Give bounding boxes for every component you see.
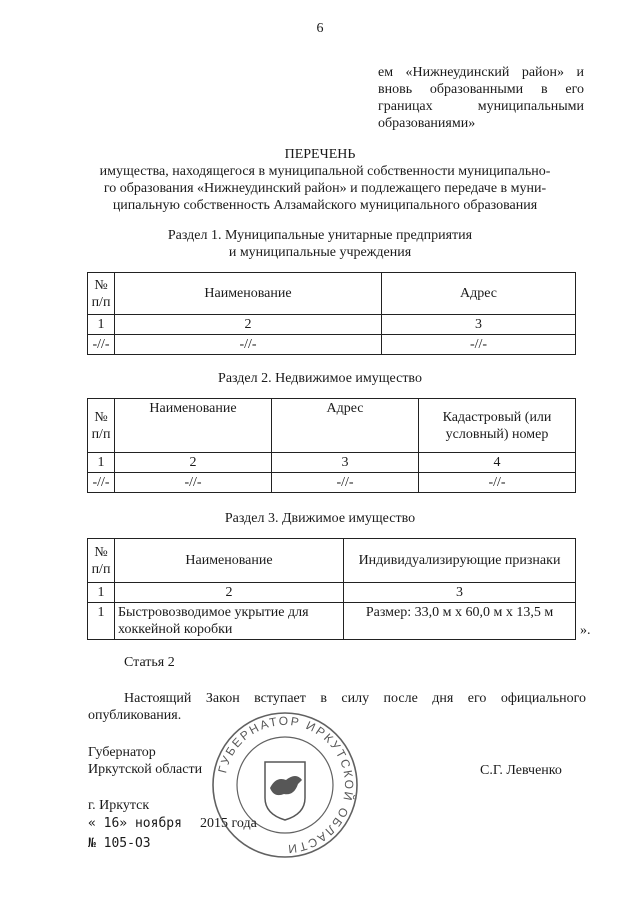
col-number-header: № п/п xyxy=(88,273,115,315)
column-number: 3 xyxy=(382,315,576,335)
section2-table xyxy=(87,398,576,493)
section2-title: Раздел 2. Недвижимое имущество xyxy=(218,371,422,386)
date: « 16» ноября xyxy=(88,816,182,831)
law-number: № 105-ОЗ xyxy=(88,836,151,851)
document-subtitle xyxy=(72,163,578,214)
year: 2015 года xyxy=(200,816,257,831)
table-cell: -//- xyxy=(382,335,576,355)
document-title: ПЕРЕЧЕНЬ xyxy=(284,147,356,162)
header-line: образованиями» xyxy=(378,116,476,131)
header-line: границах муниципальными xyxy=(378,99,584,114)
governor-line: Иркутской области xyxy=(88,762,203,777)
governor-title xyxy=(88,744,202,778)
header-line: ем «Нижнеудинский район» и xyxy=(378,65,584,80)
col-cadastral-header: Кадастровый (или условный) номер xyxy=(419,399,576,453)
section3-title: Раздел 3. Движимое имущество xyxy=(224,511,416,526)
column-number: 2 xyxy=(115,583,344,603)
table-cell: -//- xyxy=(419,473,576,493)
col-name-header: Наименование xyxy=(115,539,344,583)
section1-title-line: Раздел 1. Муниципальные унитарные предприятия xyxy=(167,228,473,243)
section1-title xyxy=(0,227,640,261)
table-cell: -//- xyxy=(88,473,115,493)
svg-text:ГУБЕРНАТОР ИРКУТСКОЙ ОБЛАСТИ: ГУБЕРНАТОР ИРКУТСКОЙ ОБЛАСТИ xyxy=(215,713,357,857)
table-cell: -//- xyxy=(115,473,272,493)
col-number-header: № п/п xyxy=(88,399,115,453)
city: г. Иркутск xyxy=(88,798,150,813)
column-number: 3 xyxy=(344,583,576,603)
col-name-header: Наименование xyxy=(115,399,272,453)
table-cell: Размер: 33,0 м х 60,0 м х 13,5 м xyxy=(344,603,576,640)
signer-name: С.Г. Левченко xyxy=(480,763,562,778)
law-text-line: Настоящий Закон вступает в силу после дня его официального xyxy=(124,691,586,706)
table-cell: Быстровозводимое укрытие для хоккейной коробки xyxy=(115,603,344,640)
article-heading: Статья 2 xyxy=(124,655,175,670)
subtitle-line: имущества, находящегося в муниципальной собственности муниципально- xyxy=(99,164,551,179)
law-text-line: опубликования. xyxy=(88,708,182,723)
table-cell: 1 xyxy=(88,603,115,640)
column-number: 3 xyxy=(272,453,419,473)
col-address-header: Адрес xyxy=(272,399,419,453)
closing-quote: ». xyxy=(580,623,591,638)
table-cell: -//- xyxy=(115,335,382,355)
column-number: 2 xyxy=(115,315,382,335)
col-number-header: № п/п xyxy=(88,539,115,583)
subtitle-line: го образования «Нижнеудинский район» и подлежащего передаче в муни- xyxy=(103,181,547,196)
section1-title-line: и муниципальные учреждения xyxy=(228,245,412,260)
column-number: 1 xyxy=(88,583,115,603)
coat-of-arms-animal xyxy=(270,776,302,795)
governor-line: Губернатор xyxy=(88,745,156,760)
col-features-header: Индивидуализирующие признаки xyxy=(344,539,576,583)
column-number: 1 xyxy=(88,453,115,473)
page-number: 6 xyxy=(316,21,324,36)
section3-table xyxy=(87,538,576,640)
table-cell: -//- xyxy=(272,473,419,493)
column-number: 1 xyxy=(88,315,115,335)
header-line: вновь образованными в его xyxy=(378,82,584,97)
column-number: 4 xyxy=(419,453,576,473)
subtitle-line: ципальную собственность Алзамайского муниципального образования xyxy=(112,198,538,213)
section1-table xyxy=(87,272,576,355)
governor-seal-stamp xyxy=(210,710,360,860)
col-name-header: Наименование xyxy=(115,273,382,315)
header-continuation xyxy=(378,64,584,132)
col-address-header: Адрес xyxy=(382,273,576,315)
table-cell: -//- xyxy=(88,335,115,355)
column-number: 2 xyxy=(115,453,272,473)
